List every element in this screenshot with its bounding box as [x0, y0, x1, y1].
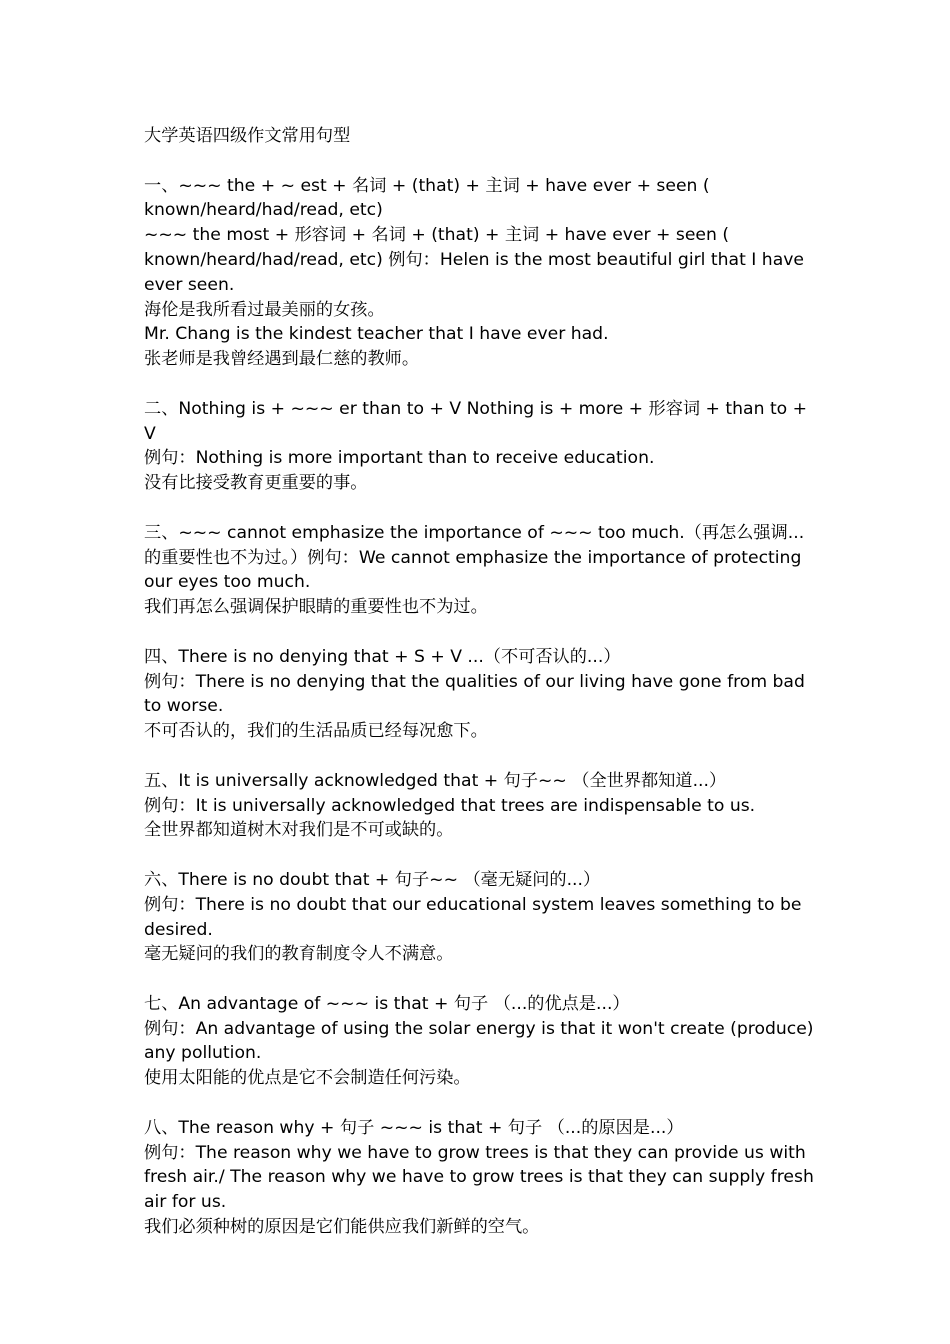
sentence-pattern-2: [144, 397, 816, 496]
pattern-line: 六、There is no doubt that + 句子~~ （毫无疑问的...）: [144, 869, 601, 890]
document-body: [144, 124, 816, 1240]
pattern-line: ~~~ the most + 形容词 + 名词 + (that) + 主词 + have ever + seen ( known/heard/had/read, etc) 例句：Helen is the most beautiful girl that I have ever seen.: [144, 225, 804, 295]
sentence-pattern-7: [144, 992, 816, 1091]
pattern-line: 三、~~~ cannot emphasize the importance of ~~~ too much.（再怎么强调...的重要性也不为过。）例句：We cannot emphasize the importance of protecting our eyes too much.: [144, 522, 805, 593]
example-line: Mr. Chang is the kindest teacher that I have ever had.: [144, 324, 609, 345]
sentence-pattern-3: [144, 521, 816, 620]
pattern-line: 四、There is no denying that + S + V ...（不可否认的...）: [144, 646, 621, 667]
sentence-pattern-8: [144, 1116, 816, 1240]
pattern-line: 七、An advantage of ~~~ is that + 句子 （...的优点是...）: [144, 993, 630, 1014]
example-line: 例句：An advantage of using the solar energy is that it won't create (produce) any pollution.: [144, 1018, 814, 1064]
document-title: 大学英语四级作文常用句型: [144, 126, 351, 146]
example-line: 例句：There is no denying that the qualities of our living have gone from bad to worse.: [144, 671, 805, 717]
sentence-pattern-1: [144, 174, 816, 372]
translation-line: 不可否认的，我们的生活品质已经每况愈下。: [144, 721, 488, 742]
translation-line: 毫无疑问的我们的教育制度令人不满意。: [144, 944, 454, 965]
example-line: 例句：Nothing is more important than to receive education.: [144, 448, 655, 469]
pattern-line: 八、The reason why + 句子 ~~~ is that + 句子 （...的原因是...）: [144, 1117, 684, 1138]
example-line: 例句：It is universally acknowledged that trees are indispensable to us.: [144, 795, 756, 816]
translation-line: 使用太阳能的优点是它不会制造任何污染。: [144, 1068, 471, 1089]
sentence-pattern-6: [144, 868, 816, 967]
pattern-line: 二、Nothing is + ~~~ er than to + V Nothing is + more + 形容词 + than to + V: [144, 398, 808, 444]
translation-line: 没有比接受教育更重要的事。: [144, 473, 368, 494]
sentence-pattern-4: [144, 645, 816, 744]
pattern-line: 一、~~~ the + ~ est + 名词 + (that) + 主词 + have ever + seen ( known/heard/had/read, etc): [144, 175, 710, 221]
sentence-pattern-5: [144, 769, 816, 843]
translation-line: 我们再怎么强调保护眼睛的重要性也不为过。: [144, 597, 488, 618]
translation-line: 全世界都知道树木对我们是不可或缺的。: [144, 820, 454, 841]
example-line: 例句：The reason why we have to grow trees is that they can provide us with fresh air./ The reason why we have to grow trees is that they can supply fresh air for us.: [144, 1142, 814, 1213]
translation-line: 张老师是我曾经遇到最仁慈的教师。: [144, 349, 420, 370]
translation-line: 我们必须种树的原因是它们能供应我们新鲜的空气。: [144, 1217, 540, 1238]
pattern-line: 五、It is universally acknowledged that + 句子~~ （全世界都知道...）: [144, 770, 727, 791]
translation-line: 海伦是我所看过最美丽的女孩。: [144, 299, 385, 320]
example-line: 例句：There is no doubt that our educational system leaves something to be desired.: [144, 894, 802, 940]
